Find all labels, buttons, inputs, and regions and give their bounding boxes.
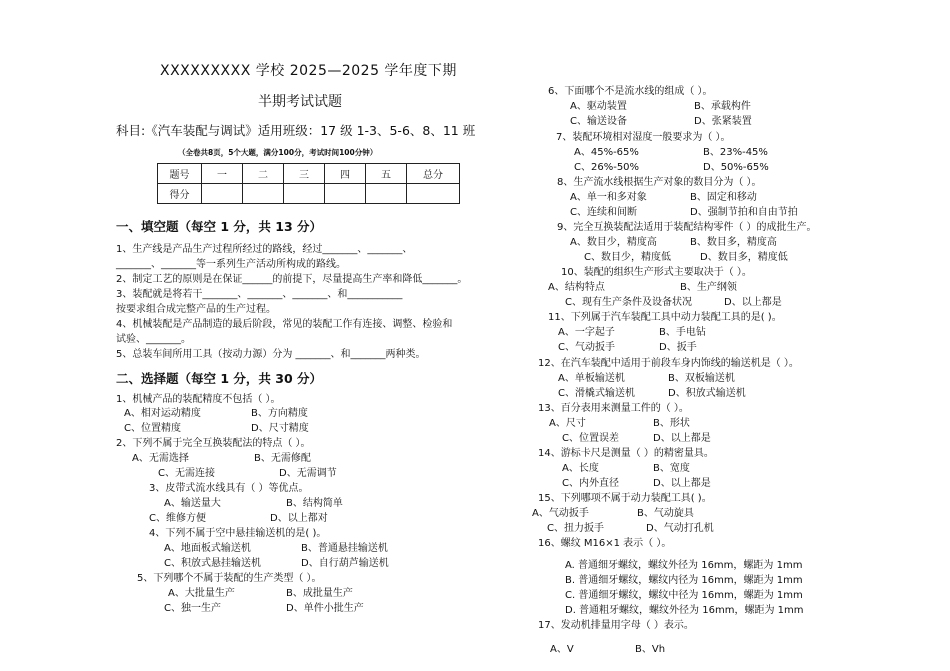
- option: B、结构简单: [286, 498, 343, 509]
- fill-line: _______、_______等一系列生产活动所构成的路线。: [116, 259, 346, 270]
- question-stem: 12、在汽车装配中适用于前段车身内饰线的输送机是（ ）。: [538, 358, 799, 369]
- option: D、以上都对: [270, 513, 328, 524]
- option: D、50%-65%: [703, 162, 769, 173]
- option: C、积放式悬挂输送机: [164, 558, 261, 569]
- question-stem: 3、皮带式流水线具有（ ）等优点。: [149, 483, 309, 494]
- option: C、无需连接: [158, 468, 215, 479]
- option: D、自行葫芦输送机: [301, 558, 389, 569]
- fill-line: 1、生产线是产品生产过程所经过的路线，经过_______、_______、: [116, 244, 413, 255]
- option: A、V: [550, 644, 574, 655]
- option: D、数目多，精度低: [700, 252, 788, 263]
- option: D、尺寸精度: [251, 423, 309, 434]
- score-table: [157, 163, 460, 204]
- option: A、无需选择: [132, 453, 189, 464]
- fill-line: 5、总装车间所用工具（按动力源）分为 _______、和_______两种类。: [116, 349, 426, 360]
- option: B. 普通细牙螺纹，螺纹内径为 16mm，螺距为 1mm: [565, 575, 803, 586]
- score-cell[interactable]: [202, 184, 243, 204]
- score-table-row: [158, 184, 460, 204]
- option: C、内外直径: [562, 478, 619, 489]
- option: C、位置误差: [562, 433, 619, 444]
- score-header-cell: 总分: [407, 164, 460, 184]
- option: C、独一生产: [164, 603, 221, 614]
- option: C、位置精度: [124, 423, 181, 434]
- option: A、输送量大: [164, 498, 221, 509]
- option: B、23%-45%: [703, 147, 768, 158]
- option: C、扭力扳手: [547, 523, 604, 534]
- option: B、数目多，精度高: [690, 237, 777, 248]
- option: A、数目少，精度高: [570, 237, 657, 248]
- option: B、形状: [653, 418, 690, 429]
- option: D、强制节拍和自由节拍: [690, 207, 798, 218]
- option: D、以上都是: [653, 478, 711, 489]
- option: D、单件小批生产: [286, 603, 364, 614]
- exam-note: （全卷共8页，5个大题，满分100分，考试时间100分钟）: [178, 148, 378, 157]
- option: A、大批量生产: [168, 588, 235, 599]
- option: A、单板输送机: [558, 373, 625, 384]
- question-stem: 17、发动机排量用字母（ ）表示。: [538, 620, 694, 631]
- score-header-cell: 题号: [158, 164, 202, 184]
- option: A、一字起子: [558, 327, 615, 338]
- fill-line: 2、制定工艺的原则是在保证______的前提下，尽量提高生产率和降低_______。: [116, 274, 468, 285]
- option: B、普通悬挂输送机: [301, 543, 388, 554]
- question-stem: 1、机械产品的装配精度不包括（ ）。: [116, 394, 281, 405]
- question-stem: 14、游标卡尺是测量（ ）的精密量具。: [538, 448, 714, 459]
- question-stem: 8、生产流水线根据生产对象的数目分为（ ）。: [557, 177, 762, 188]
- score-header-cell: 三: [284, 164, 325, 184]
- option: D、张紧装置: [694, 116, 752, 127]
- option: B、方向精度: [251, 408, 308, 419]
- score-table-header-row: [158, 164, 460, 184]
- option: B、宽度: [653, 463, 690, 474]
- option: C、现有生产条件及设备状况: [565, 297, 692, 308]
- score-header-cell: 四: [325, 164, 366, 184]
- question-stem: 2、下列不属于完全互换装配法的特点（ ）。: [116, 438, 311, 449]
- question-stem: 5、下列哪个不属于装配的生产类型（ ）。: [137, 573, 322, 584]
- option: D、积放式输送机: [668, 388, 746, 399]
- question-stem: 4、下列不属于空中悬挂输送机的是( )。: [149, 528, 327, 539]
- option: D、扳手: [659, 342, 697, 353]
- score-header-cell: 一: [202, 164, 243, 184]
- option: C、连续和间断: [570, 207, 637, 218]
- question-stem: 7、装配环境相对湿度一般要求为（ ）。: [556, 132, 731, 143]
- option: C、数目少，精度低: [584, 252, 671, 263]
- score-header-cell: 五: [366, 164, 407, 184]
- option: B、无需修配: [254, 453, 311, 464]
- score-header-cell: 二: [243, 164, 284, 184]
- option: D. 普通粗牙螺纹，螺纹外径为 16mm，螺距为 1mm: [565, 605, 804, 616]
- exam-subtitle: 半期考试试题: [258, 94, 342, 110]
- option: A. 普通细牙螺纹，螺纹外径为 16mm，螺距为 1mm: [565, 560, 803, 571]
- option: D、无需调节: [279, 468, 337, 479]
- option: A、地面板式输送机: [164, 543, 251, 554]
- option: C、26%-50%: [574, 162, 640, 173]
- option: B、手电钻: [659, 327, 706, 338]
- question-stem: 15、下列哪项不属于动力装配工具( )。: [538, 493, 712, 504]
- score-cell[interactable]: [407, 184, 460, 204]
- score-cell[interactable]: [325, 184, 366, 204]
- option: C、维修方便: [149, 513, 206, 524]
- question-stem: 13、百分表用来测量工件的（ ）。: [538, 403, 689, 414]
- option: B、双板输送机: [668, 373, 735, 384]
- fill-line: 4、机械装配是产品制造的最后阶段，常见的装配工作有连接、调整、检验和: [116, 319, 453, 330]
- fill-line: 试验、_______。: [116, 334, 191, 345]
- option: A、长度: [562, 463, 599, 474]
- option: A、相对运动精度: [124, 408, 201, 419]
- question-stem: 6、下面哪个不是流水线的组成（ ）。: [548, 86, 713, 97]
- option: A、单一和多对象: [570, 192, 647, 203]
- section2-title: 二、选择题（每空 1 分，共 30 分）: [116, 371, 323, 386]
- fill-line: 按要求组合成完整产品的生产过程。: [116, 304, 276, 315]
- option: A、驱动装置: [570, 101, 627, 112]
- option: A、尺寸: [549, 418, 586, 429]
- exam-title: XXXXXXXXX 学校 2025—2025 学年度下期: [160, 63, 457, 79]
- question-stem: 11、下列属于汽车装配工具中动力装配工具的是( )。: [548, 312, 782, 323]
- option: C、滑橇式输送机: [558, 388, 635, 399]
- option: C、输送设备: [570, 116, 627, 127]
- question-stem: 10、装配的组织生产形式主要取决于（ ）。: [561, 267, 752, 278]
- option: C、气动扳手: [558, 342, 615, 353]
- option: B、固定和移动: [690, 192, 757, 203]
- score-cell[interactable]: [243, 184, 284, 204]
- fill-line: 3、装配就是将若干_______、_______、_______、和___________: [116, 289, 403, 300]
- option: B、生产纲领: [680, 282, 737, 293]
- score-cell[interactable]: [284, 184, 325, 204]
- option: D、以上都是: [653, 433, 711, 444]
- option: A、气动扳手: [532, 508, 589, 519]
- section1-title: 一、填空题（每空 1 分，共 13 分）: [116, 219, 323, 234]
- option: C. 普通细牙螺纹，螺纹中径为 16mm，螺距为 1mm: [565, 590, 803, 601]
- question-stem: 9、完全互换装配法适用于装配结构零件（ ）的成批生产。: [557, 222, 817, 233]
- option: B、成批量生产: [286, 588, 353, 599]
- score-row-label: 得分: [158, 184, 202, 204]
- option: B、Vh: [635, 644, 666, 655]
- option: B、气动旋具: [637, 508, 694, 519]
- option: D、气动打孔机: [646, 523, 714, 534]
- option: A、结构特点: [548, 282, 605, 293]
- score-cell[interactable]: [366, 184, 407, 204]
- question-stem: 16、螺纹 M16×1 表示（ ）。: [538, 538, 672, 549]
- option: B、承载构件: [694, 101, 751, 112]
- option: D、以上都是: [724, 297, 782, 308]
- option: A、45%-65%: [574, 147, 639, 158]
- subject-line: 科目:《汽车装配与调试》适用班级：17 级 1-3、5-6、8、11 班: [116, 123, 476, 138]
